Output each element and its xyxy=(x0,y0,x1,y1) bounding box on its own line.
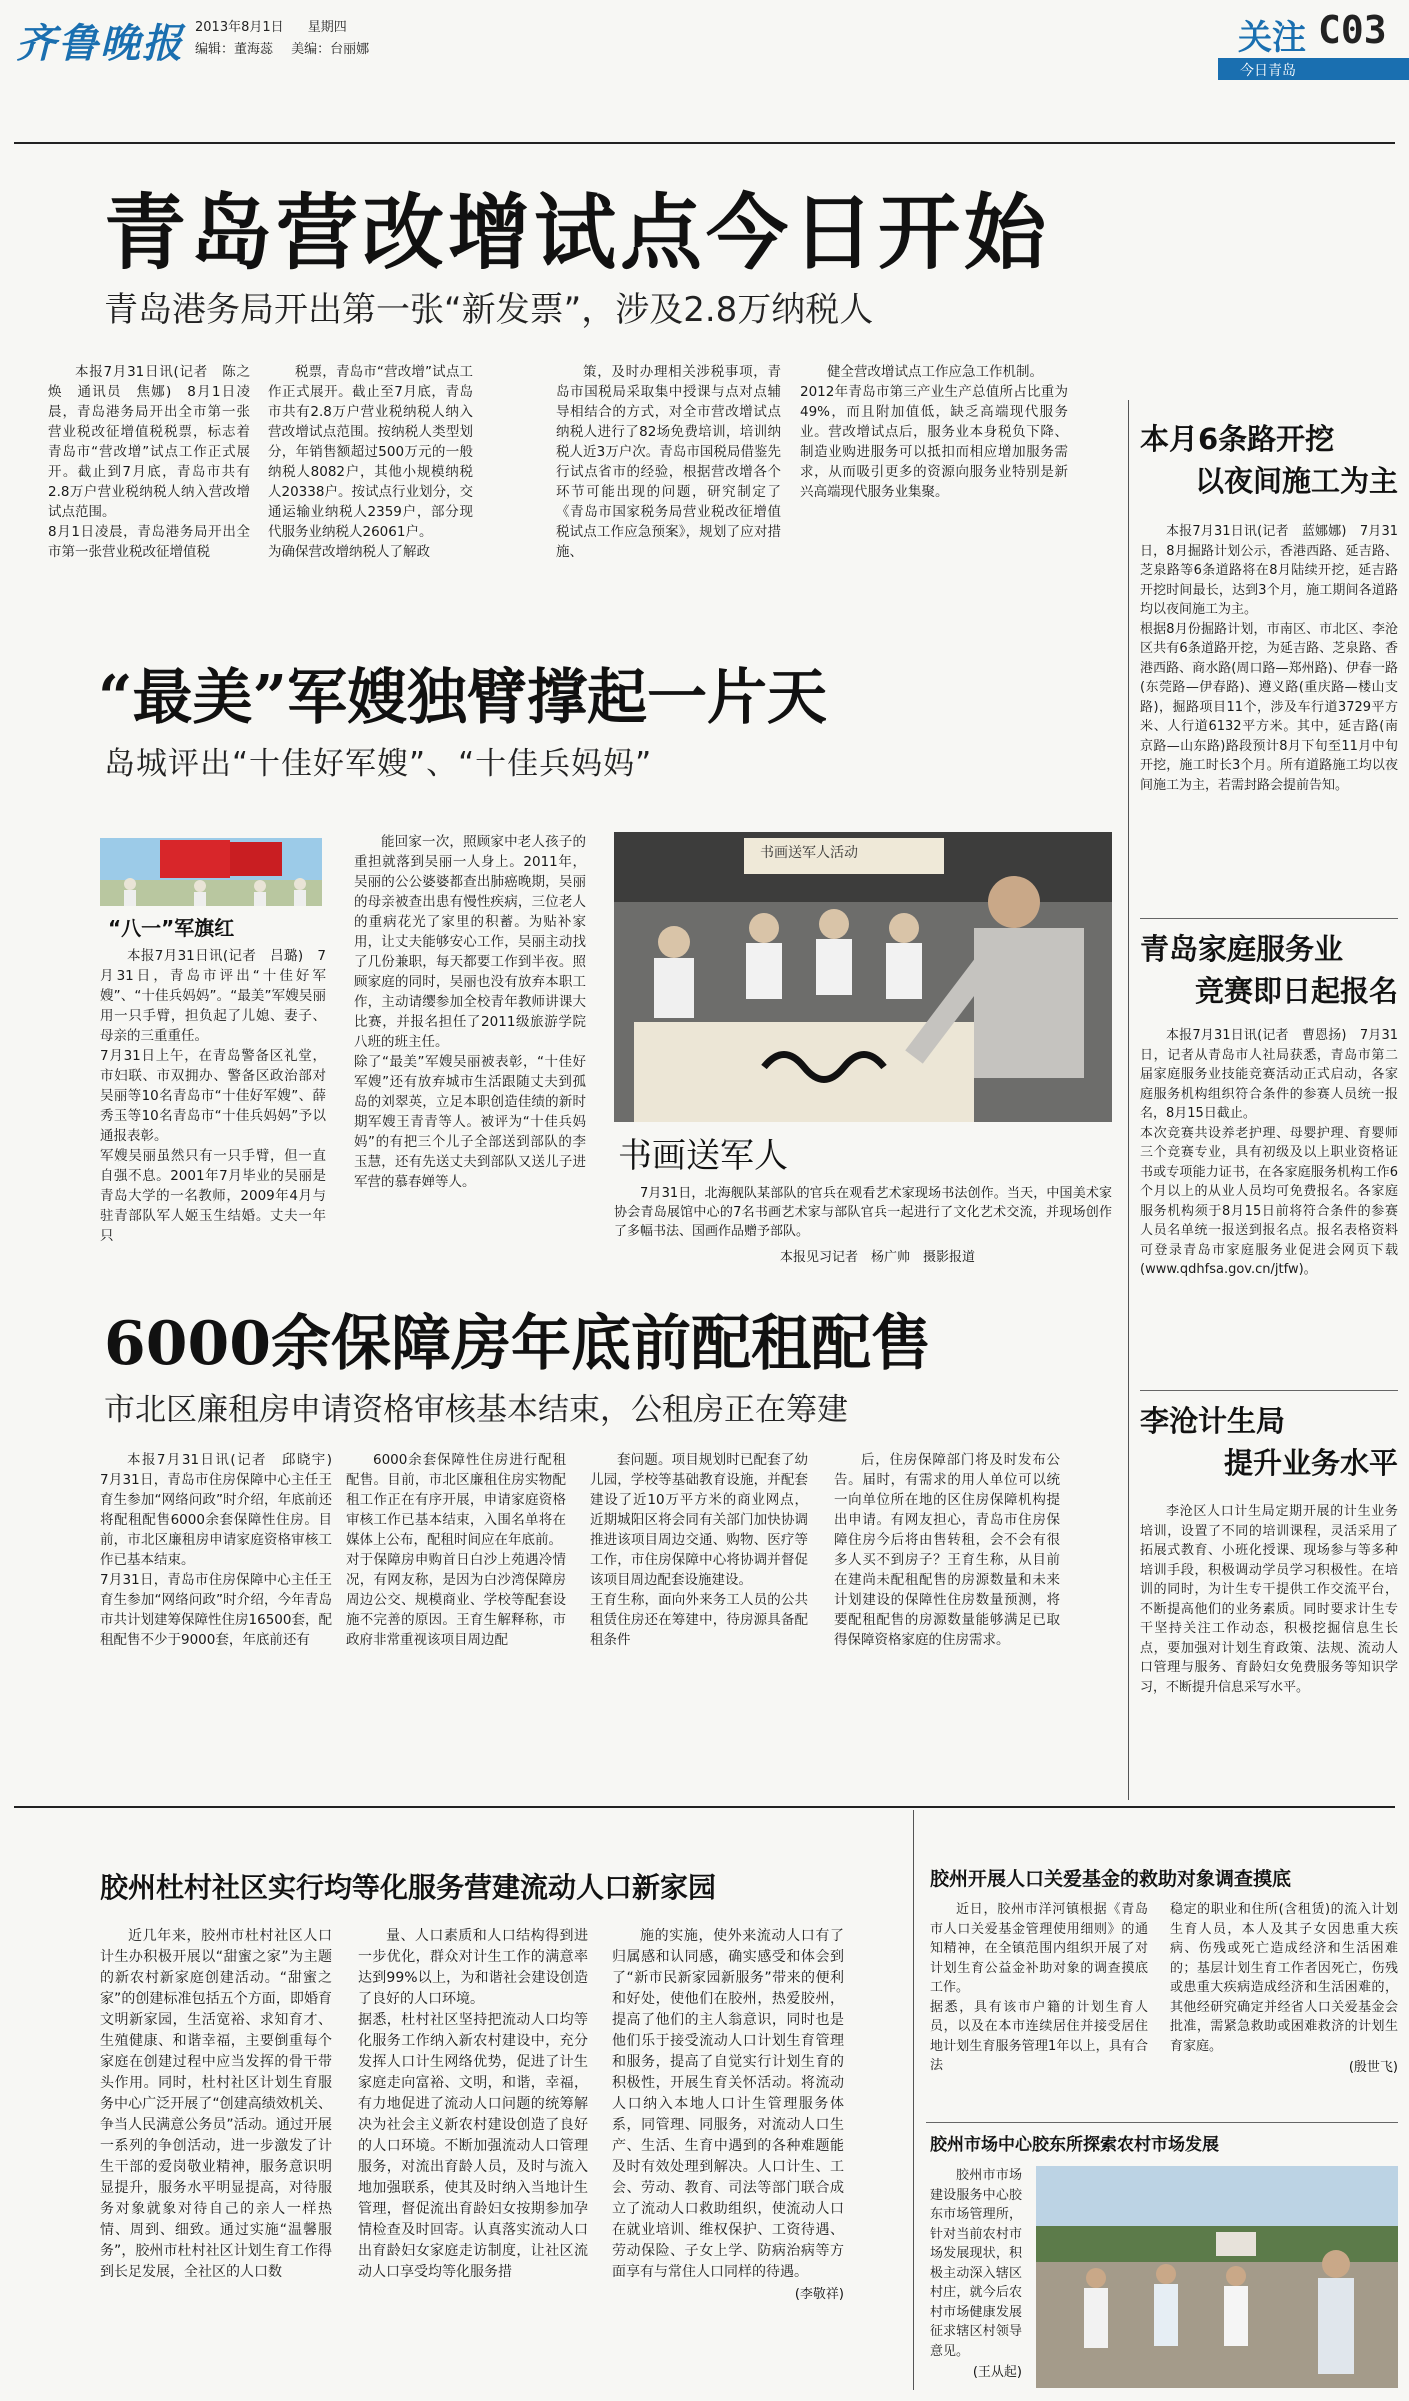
military-flag-photo xyxy=(100,838,322,906)
editor-credit: 编辑：董海蕊 xyxy=(195,42,274,57)
housing-col-2 xyxy=(346,1450,566,1650)
army-headline: “最美”军嫂独臂撑起一片天 xyxy=(98,663,828,733)
sidebar-story-2-text: 本报7月31日讯(记者 曹恩扬) 7月31日，记者从青岛市人社局获悉，青岛市第二届家庭服务业技能竞赛活动正式启动，各家庭服务机构组织符合条件的参赛人员统一报名，8月15日截止。 本次竞赛共设养老护理、母婴护理、育婴师三个竞赛专业，具有初级及以上职业资格证书或专项能力证书，在各家庭服务机构工作6个月以上的从业人员均可免费报名。各家庭服务机构须于8月15日前将符合条件的参赛人员名单统一报送到报名点。报名表格资料可登录青岛市家庭服务业促进会网页下载(www.qdhfsa.gov.cn/jtfw)。 xyxy=(1140,1028,1398,1277)
jiaozhou-a-byline: (李敬祥) xyxy=(794,2287,844,2302)
lead-headline: 青岛营改增试点今日开始 xyxy=(104,185,1051,281)
army-badge: “八一”军旗红 xyxy=(108,916,235,940)
market-visit-photo xyxy=(1036,2166,1398,2388)
sidebar-story-2 xyxy=(1140,928,1398,1280)
sidebar-story-1 xyxy=(1140,418,1398,795)
jiaozhou-a-text-2: 量、人口素质和人口结构得到进一步优化，群众对计生工作的满意率达到99%以上，为和谐社会建设创造了良好的人口环境。 据悉，杜村社区坚持把流动人口均等化服务工作纳入新农村建设中，充分发挥人口计生网络优势，促进了计生家庭走向富裕、文明，和谐，幸福，有力地促进了流动人口问题的统筹解决为社会主义新农村建设创造了良好的人口环境。不断加强流动人口管理服务，对流出育龄人员，及时与流入地加强联系，使其及时纳入当地计生管理，督促流出育龄妇女按期参加孕情检查及时回寄。认真落实流动人口出育龄妇女家庭走访制度，让社区流动人口享受均等化服务措 xyxy=(358,1928,588,2280)
military-flag-illustration xyxy=(100,838,322,906)
section-title: 关注 xyxy=(1238,18,1306,58)
calligraphy-photo-credit: 本报见习记者 杨广帅 摄影报道 xyxy=(780,1250,976,1265)
housing-subhead: 市北区廉租房申请资格审核基本结束，公租房正在筹建 xyxy=(104,1392,848,1428)
jiaozhou-b-col-2 xyxy=(1170,1900,1398,2075)
date-line xyxy=(195,16,347,35)
housing-text-4: 后，住房保障部门将及时发布公告。届时，有需求的用人单位可以统一向单位所在地的区住房保障机构提出申请。有网友担心，青岛市住房保障住房今后将由售转租，会不会有很多人买不到房子？王育生称，从目前在建尚未配租配售的房源数量和未来计划建设的保障性住房数量预测，将要配租配售的房源数量能够满足已取得保障资格家庭的住房需求。 xyxy=(834,1452,1060,1648)
sidebar-rule-2 xyxy=(1140,1390,1398,1391)
jiaozhou-a-col-3 xyxy=(612,1926,844,2302)
sidebar-divider xyxy=(1128,400,1129,1800)
army-col-2 xyxy=(354,832,586,1192)
jiaozhou-a-text-1: 近几年来，胶州市杜村社区人口计生办积极开展以“甜蜜之家”为主题的新农村新家庭创建活动。“甜蜜之家”的创建标准包括五个方面，即婚育文明新家园，生活宽裕、求知育才、生殖健康、和谐幸福，主要倒重每个家庭在创建过程中应当发挥的骨干带头作用。同时，杜村社区计划生育服务中心广泛开展了“创建高绩效机关、争当人民满意公务员”活动。通过开展一系列的争创活动，进一步激发了计生干部的爱岗敬业精神，服务意识明显提升，服务水平明显提高，对待服务对象就象对待自己的亲人一样热情、周到、细致。通过实施“温馨服务”，胶州市杜村社区计划生育工作得到长足发展，全社区的人口数 xyxy=(100,1928,332,2280)
calligraphy-caption-title: 书画送军人 xyxy=(618,1136,788,1176)
calligraphy-scene-illustration xyxy=(614,832,1112,1122)
army-text-2: 能回家一次，照顾家中老人孩子的重担就落到吴丽一人身上。2011年，吴丽的公公婆婆都查出肺癌晚期，吴丽的母亲被查出患有慢性疾病，三位老人的重病花光了家里的积蓄。为贴补家用，让丈夫能够安心工作，吴丽主动找了几份兼职，每天都要工作到半夜。照顾家庭的同时，吴丽也没有放弃本职工作，主动请缨参加全校青年教师讲课大比赛，并报名担任了2011级旅游学院八班的班主任。 除了“最美”军嫂吴丽被表彰，“十佳好军嫂”还有放弃城市生活跟随丈夫到孤岛的刘翠英，立足本职创造佳绩的新时期军嫂王青青等人。被评为“十佳兵妈妈”的有把三个儿子全部送到部队的李玉慧，还有先送丈夫到部队又送儿子进军营的慕春婵等人。 xyxy=(354,834,586,1190)
lead-text-4: 健全营改增试点工作应急工作机制。 2012年青岛市第三产业生产总值所占比重为49%，而且附加值低，缺乏高端现代服务业。营改增试点后，服务业本身税负下降、制造业购进服务可以抵扣而相应增加服务需求，从而吸引更多的资源向服务业特别是新兴高端现代服务业集聚。 xyxy=(800,364,1068,500)
calligraphy-photo xyxy=(614,832,1112,1122)
lead-text-2: 税票，青岛市“营改增”试点工作正式展开。截止至7月底，青岛市共有2.8万户营业税纳税人纳入营改增试点范围。按纳税人类型划分，年销售额超过500万元的一般纳税人8082户，其他小规模纳税人20338户。按试点行业划分，交通运输业纳税人2359户，部分现代服务业纳税人26061户。 为确保营改增纳税人了解政 xyxy=(268,364,473,560)
lead-col-2 xyxy=(268,362,473,562)
designer-credit: 美编：台丽娜 xyxy=(291,42,370,57)
sidebar-story-1-title-a: 本月6条路开挖 xyxy=(1140,422,1335,456)
army-subhead: 岛城评出“十佳好军嫂”、“十佳兵妈妈” xyxy=(104,746,653,782)
newspaper-logo: 齐鲁晚报 xyxy=(16,20,184,67)
lead-text-1: 本报7月31日讯(记者 陈之焕 通讯员 焦娜) 8月1日凌晨，青岛港务局开出全市第一张营业税改征增值税税票，标志着青岛市“营改增”试点工作正式展开。截止到7月底，青岛市共有2.8万户营业税纳税人纳入营改增试点范围。 8月1日凌晨，青岛港务局开出全市第一张营业税改征增值税 xyxy=(48,364,250,560)
jiaozhou-a-headline: 胶州杜村社区实行均等化服务营建流动人口新家园 xyxy=(100,1871,717,1904)
page-number: C03 xyxy=(1318,8,1387,52)
sidebar-story-1-text: 本报7月31日讯(记者 蓝娜娜) 7月31日，8月掘路计划公示，香港西路、延吉路、芝泉路等6条道路将在8月陆续开挖，延吉路开挖时间最长，达到3个月，施工期间各道路均以夜间施工为主。 根据8月份掘路计划，市南区、市北区、李沧区共有6条道路开挖，为延吉路、芝泉路、香港西路、商水路(周口路—郑州路)、伊春一路(东莞路—伊春路)、遵义路(重庆路—楼山支路)，掘路项目11个，涉及车行道3729平方米、人行道6132平方米。其中，延吉路(南京路—山东路)路段预计8月下旬至11月中旬开挖，施工时长3个月。所有道路施工均以夜间施工为主，若需封路会提前告知。 xyxy=(1140,524,1398,793)
lead-col-4 xyxy=(800,362,1068,502)
subsection-label: 今日青岛 xyxy=(1240,63,1296,79)
sidebar-story-3 xyxy=(1140,1400,1398,1697)
market-visit-illustration xyxy=(1036,2166,1398,2388)
army-text-1: 本报7月31日讯(记者 吕璐) 7月31日，青岛市评出“十佳好军嫂”、“十佳兵妈妈”。“最美”军嫂吴丽用一只手臂，担负起了儿媳、妻子、母亲的三重重任。 7月31日上午，在青岛警备区礼堂，市妇联、市双拥办、警备区政治部对吴丽等10名青岛市“十佳好军嫂”、薛秀玉等10名青岛市“十佳兵妈妈”予以通报表彰。 军嫂吴丽虽然只有一只手臂，但一直自强不息。2001年7月毕业的吴丽是青岛大学的一名教师，2009年4月与驻青部队军人姬玉生结婚。丈夫一年只 xyxy=(100,948,326,1244)
jiaozhou-a-col-2 xyxy=(358,1926,588,2283)
housing-col-1 xyxy=(100,1450,332,1650)
masthead-divider xyxy=(14,142,1395,144)
jiaozhou-a-text-3: 施的实施，使外来流动人口有了归属感和认同感，确实感受和体会到了“新市民新家园新服务”带来的便利和好处，使他们在胶州，热爱胶州，提高了他们的主人翁意识，同时也是他们乐于接受流动人口计划生育管理和服务，提高了自觉实行计划生育的积极性，开展生育关怀活动。将流动人口纳入本地人口计生管理服务体系，同管理、同服务，对流动人口生产、生活、生育中遇到的各种难题能及时有效处理到解决。人口计生、工会、劳动、教育、司法等部门联合成立了流动人口救助组织，使流动人口在就业培训、维权保护、工资待遇、劳动保险、子女上学、防病治病等方面享有与常住人口同样的待遇。 xyxy=(612,1928,844,2280)
housing-text-2: 6000余套保障性住房进行配租配售。目前，市北区廉租住房实物配租工作正在有序开展，申请家庭资格审核工作已基本结束，入围名单将在媒体上公布，配租时间应在年底前。 对于保障房申购首日白沙上苑遇冷情况，有网友称，是因为白沙湾保障房周边公交、规模商业、学校等配套设施不完善的原因。王育生解释称，市政府非常重视该项目周边配 xyxy=(346,1452,566,1648)
sidebar-story-3-title-a: 李沧计生局 xyxy=(1140,1404,1286,1438)
army-col-1 xyxy=(100,946,326,1246)
masthead xyxy=(0,0,1409,90)
housing-col-4 xyxy=(834,1450,1060,1650)
sidebar-story-1-title-b: 以夜间施工为主 xyxy=(1194,464,1398,498)
jiaozhou-b-col-1 xyxy=(930,1900,1148,2076)
sidebar-story-3-title-b: 提升业务水平 xyxy=(1223,1446,1398,1480)
housing-headline: 6000余保障房年底前配租配售 xyxy=(104,1309,931,1379)
lead-text-3: 策，及时办理相关涉税事项，青岛市国税局采取集中授课与点对点辅导相结合的方式，对全市营改增试点纳税人进行了82场免费培训，培训纳税人近3万户次。青岛市国税局借鉴先行试点省市的经验，根据营改增各个环节可能出现的问题，研究制定了《青岛市国家税务局营业税改征增值税试点工作应急预案》，规划了应对措施、 xyxy=(556,364,781,560)
bottom-section-divider xyxy=(14,1806,1395,1808)
jiaozhou-c-text: 胶州市市场建设服务中心胶东市场管理所，针对当前农村市场发展现状，积极主动深入辖区村庄，就今后农村市场健康发展征求辖区村领导意见。 xyxy=(930,2168,1022,2359)
issue-date: 2013年8月1日 xyxy=(195,20,284,35)
jiaozhou-b-headline: 胶州开展人口关爱基金的救助对象调查摸底 xyxy=(930,1868,1292,1890)
jiaozhou-a-col-1 xyxy=(100,1926,332,2283)
calligraphy-banner: 书画送军人活动 xyxy=(760,845,858,861)
lead-subhead: 青岛港务局开出第一张“新发票”，涉及2.8万纳税人 xyxy=(104,290,874,330)
sidebar-story-2-title-a: 青岛家庭服务业 xyxy=(1140,932,1344,966)
sidebar-story-3-text: 李沧区人口计生局定期开展的计生业务培训，设置了不同的培训课程，灵活采用了拓展式教育、小班化授课、现场参与等多种培训手段，积极调动学员学习积极性。在培训的同时，为计生专干提供工作交流平台，不断提高他们的业务素质。同时要求计生专干坚持关注工作动态，积极挖掘信息生长点，要加强对计划生育政策、法规、流动人口管理与服务、育龄妇女免费服务等知识学习，不断提升信息采写水平。 xyxy=(1140,1504,1398,1695)
jiaozhou-b-text-2: 稳定的职业和住所(含租赁)的流入计划生育人员，本人及其子女因患重大疾病、伤残或死亡造成经济和生活困难的；基层计划生育工作者因死亡，伤残或患重大疾病造成经济和生活困难的，其他经研究确定并经省人口关爱基金会批准，需紧急救助或困难救济的计划生育家庭。 xyxy=(1170,1902,1398,2054)
jiaozhou-c-headline: 胶州市场中心胶东所探索农村市场发展 xyxy=(930,2135,1219,2155)
housing-col-3 xyxy=(590,1450,808,1650)
bottom-column-divider xyxy=(913,1810,914,2390)
calligraphy-caption: 7月31日，北海舰队某部队的官兵在观看艺术家现场书法创作。当天，中国美术家协会青岛展馆中心的7名书画艺术家与部队官兵一起进行了文化艺术交流，并现场创作了多幅书法、国画作品赠予部队。 xyxy=(614,1186,1112,1239)
lead-col-3 xyxy=(556,362,781,562)
jiaozhou-c-divider xyxy=(926,2122,1398,2123)
jiaozhou-b-byline: (殷世飞) xyxy=(1348,2060,1398,2075)
sidebar-story-2-title-b: 竞赛即日起报名 xyxy=(1194,974,1398,1008)
editor-line xyxy=(195,38,369,57)
lead-col-1 xyxy=(48,362,250,562)
jiaozhou-c-col xyxy=(930,2166,1022,2380)
sidebar-rule-1 xyxy=(1140,918,1398,919)
jiaozhou-b-text-1: 近日，胶州市洋河镇根据《青岛市人口关爱基金管理使用细则》的通知精神，在全镇范围内组织开展了对计划生育公益金补助对象的调查摸底工作。 据悉，具有该市户籍的计划生育人员，以及在本市连续居住并接受居住地计划生育服务管理1年以上，具有合法 xyxy=(930,1902,1148,2073)
jiaozhou-c-byline: (王从起) xyxy=(972,2365,1022,2380)
housing-text-3: 套问题。项目规划时已配套了幼儿园，学校等基础教育设施，并配套建设了近10万平方米的商业网点，近期城阳区将会同有关部门加快协调推进该项目周边交通、购物、医疗等工作，市住房保障中心将协调并督促该项目周边配套设施建设。 王育生称，面向外来务工人员的公共租赁住房还在筹建中，待房源具备配租条件 xyxy=(590,1452,808,1648)
issue-weekday: 星期四 xyxy=(307,20,347,35)
housing-text-1: 本报7月31日讯(记者 邱晓宇) 7月31日，青岛市住房保障中心主任王育生参加“网络问政”时介绍，年底前还将配租配售6000余套保障性住房。目前，市北区廉租房申请家庭资格审核工作已基本结束。 7月31日，青岛市住房保障中心主任王育生参加“网络问政”时介绍，今年青岛市共计划建筹保障性住房16500套，配租配售不少于9000套，年底前还有 xyxy=(100,1452,332,1648)
